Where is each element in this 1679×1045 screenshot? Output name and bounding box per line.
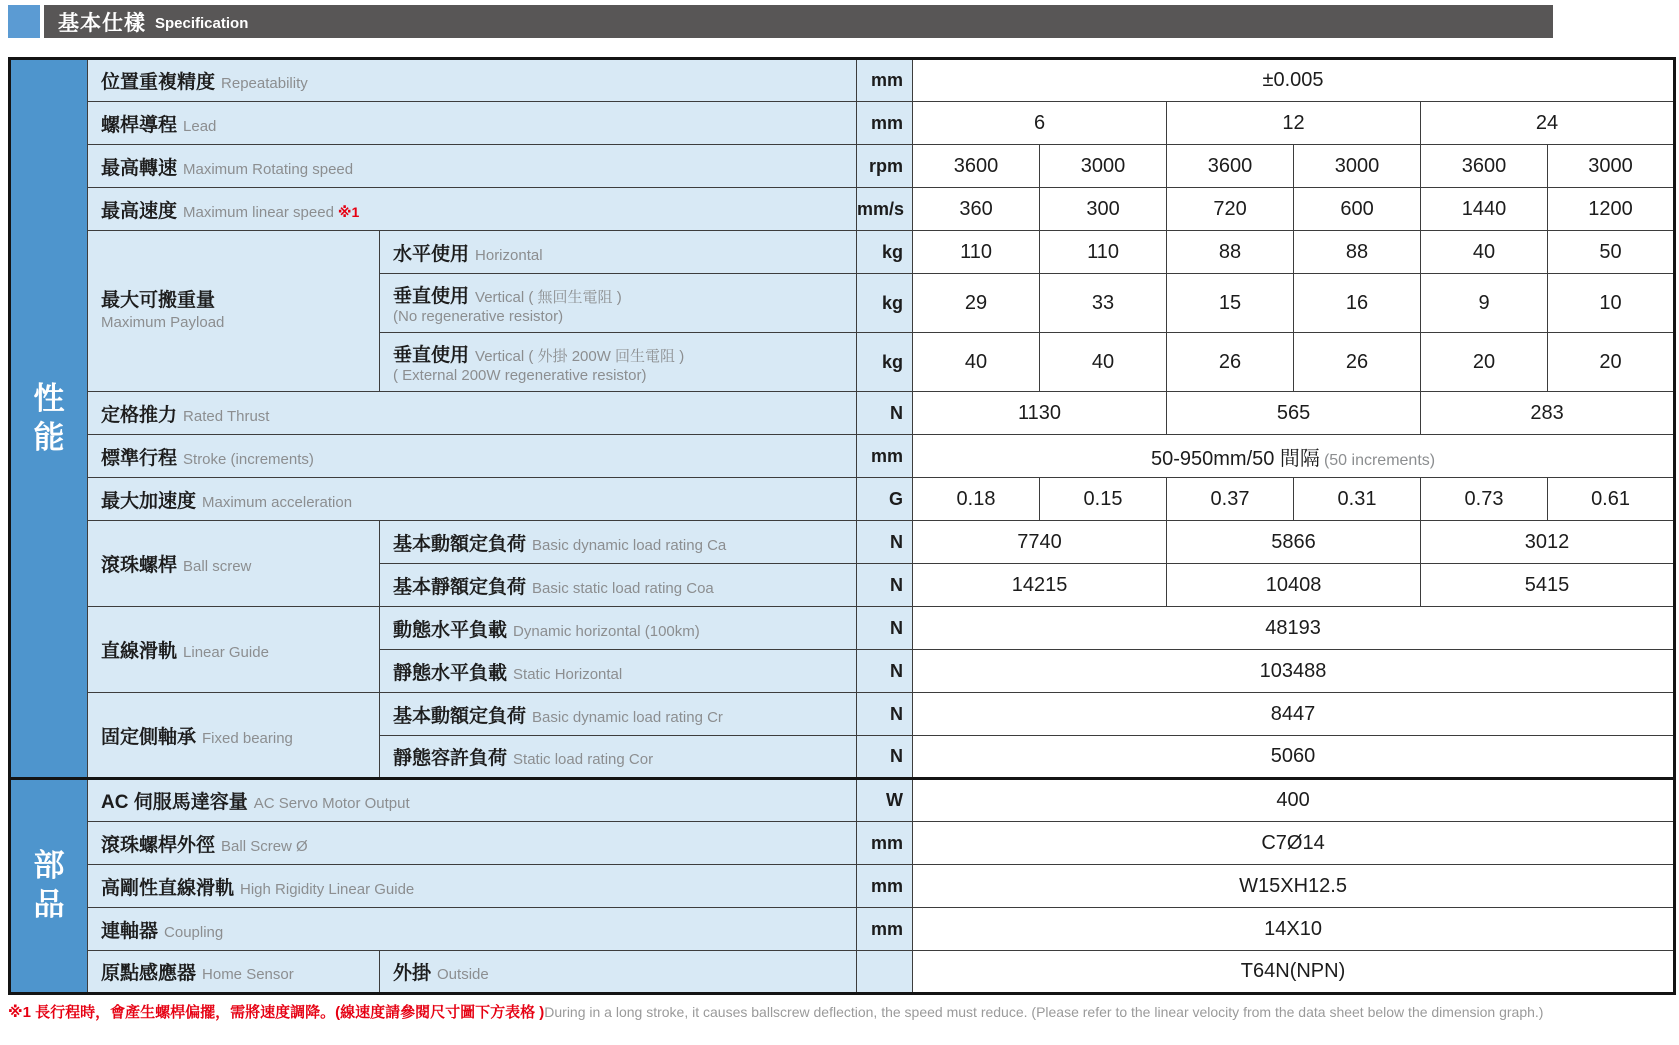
label-zh: 滾珠螺桿外徑 bbox=[101, 834, 216, 856]
unit-cell: mm bbox=[857, 908, 913, 951]
label-en: Stroke (increments) bbox=[183, 450, 314, 468]
value-cell: T64N(NPN) bbox=[913, 951, 1675, 994]
group-payload bbox=[88, 231, 380, 392]
row-rated-thrust bbox=[10, 392, 1675, 435]
label-en: AC Servo Motor Output bbox=[253, 795, 410, 812]
group-label-en: Maximum Payload bbox=[101, 314, 225, 332]
value-cell: 1130 bbox=[913, 392, 1167, 435]
sublabel-en: Vertical ( 無回生電阻 ) bbox=[475, 289, 622, 307]
row-stroke bbox=[10, 435, 1675, 478]
sublabel-zh: 垂直使用 bbox=[393, 286, 470, 308]
value-cell: 5866 bbox=[1167, 521, 1421, 564]
row-coupling bbox=[10, 908, 1675, 951]
sublabel-zh: 垂直使用 bbox=[393, 345, 470, 367]
unit-cell: mm/s bbox=[857, 188, 913, 231]
group-label-zh: 直線滑軌 bbox=[101, 641, 178, 662]
unit-cell: N bbox=[857, 650, 913, 693]
sublabel-linearguide-static bbox=[380, 650, 857, 693]
sublabel-en: Vertical ( 外掛 200W 回生電阻 ) bbox=[475, 348, 685, 366]
row-fixedbearing-dynamic bbox=[10, 693, 1675, 736]
value-cell: 26 bbox=[1294, 333, 1421, 392]
label-en: High Rigidity Linear Guide bbox=[240, 880, 415, 898]
unit-cell: kg bbox=[857, 274, 913, 333]
label-en: Ball Screw Ø bbox=[221, 837, 308, 855]
group-label-zh: 固定側軸承 bbox=[101, 726, 197, 748]
value-cell: 300 bbox=[1040, 188, 1167, 231]
label-lead bbox=[88, 102, 857, 145]
label-zh: 最高速度 bbox=[101, 200, 178, 222]
row-home-sensor bbox=[10, 951, 1675, 994]
value-cell: 3000 bbox=[1294, 145, 1421, 188]
label-home-sensor bbox=[88, 951, 380, 994]
label-ballscrew-diameter bbox=[88, 822, 857, 865]
value-cell: 283 bbox=[1421, 392, 1675, 435]
label-en: Lead bbox=[183, 117, 217, 135]
label-zh: 最大加速度 bbox=[101, 490, 197, 512]
value-cell: C7Ø14 bbox=[913, 822, 1675, 865]
sublabel-ballscrew-static bbox=[380, 564, 857, 607]
value-cell: 14215 bbox=[913, 564, 1167, 607]
value-cell: 3000 bbox=[1040, 145, 1167, 188]
label-zh: 標準行程 bbox=[101, 447, 178, 469]
value-cell: 0.61 bbox=[1548, 478, 1675, 521]
specification-table bbox=[8, 57, 1676, 995]
row-payload-horizontal bbox=[10, 231, 1675, 274]
value-cell: 110 bbox=[913, 231, 1040, 274]
value-cell: 40 bbox=[1040, 333, 1167, 392]
sublabel-fixedbearing-dynamic bbox=[380, 693, 857, 736]
section-parts bbox=[10, 779, 88, 994]
footnote-zh: ※1 長行程時，會產生螺桿偏擺，需將速度調降。(線速度請參閱尺寸圖下方表格 ) bbox=[8, 1004, 545, 1021]
group-label-en: Linear Guide bbox=[183, 644, 269, 661]
unit-cell: N bbox=[857, 607, 913, 650]
page-title-zh: 基本仕樣 bbox=[58, 11, 146, 35]
value-cell: 600 bbox=[1294, 188, 1421, 231]
unit-cell: kg bbox=[857, 333, 913, 392]
section-performance-label: 性能 bbox=[33, 380, 65, 455]
stroke-value: 50-950mm/50 間隔 bbox=[1150, 447, 1320, 470]
value-cell: 3600 bbox=[1421, 145, 1548, 188]
row-repeatability bbox=[10, 59, 1675, 102]
value-cell: 110 bbox=[1040, 231, 1167, 274]
value-cell: 12 bbox=[1167, 102, 1421, 145]
value-cell: 9 bbox=[1421, 274, 1548, 333]
sublabel-horizontal bbox=[380, 231, 857, 274]
sublabel-en: Basic static load rating Coa bbox=[532, 579, 714, 597]
sublabel-en: Static load rating Cor bbox=[513, 751, 654, 768]
unit-cell: N bbox=[857, 564, 913, 607]
group-fixed-bearing bbox=[88, 693, 380, 779]
label-en: Home Sensor bbox=[202, 966, 294, 983]
label-zh: 位置重複精度 bbox=[101, 72, 216, 93]
label-stroke bbox=[88, 435, 857, 478]
spec-header bbox=[8, 5, 1679, 38]
row-ballscrew-diameter bbox=[10, 822, 1675, 865]
sublabel-en: Basic dynamic load rating Ca bbox=[532, 536, 727, 554]
accent-square bbox=[8, 5, 40, 38]
unit-cell: N bbox=[857, 693, 913, 736]
row-lead bbox=[10, 102, 1675, 145]
row-servo-output bbox=[10, 779, 1675, 822]
value-cell: 3012 bbox=[1421, 521, 1675, 564]
value-cell: 0.31 bbox=[1294, 478, 1421, 521]
footnote bbox=[8, 1003, 1679, 1022]
sublabel-en-line2: (No regenerative resistor) bbox=[393, 308, 564, 326]
value-cell: 20 bbox=[1548, 333, 1675, 392]
section-parts-label: 部品 bbox=[33, 848, 65, 922]
value-cell: 24 bbox=[1421, 102, 1675, 145]
value-cell bbox=[913, 435, 1675, 478]
unit-cell: kg bbox=[857, 231, 913, 274]
value-cell: 3000 bbox=[1548, 145, 1675, 188]
unit-cell: N bbox=[857, 521, 913, 564]
label-acceleration bbox=[88, 478, 857, 521]
sublabel-en: Basic dynamic load rating Cr bbox=[532, 708, 723, 726]
unit-cell: mm bbox=[857, 435, 913, 478]
value-cell: 88 bbox=[1167, 231, 1294, 274]
value-cell: 5060 bbox=[913, 736, 1675, 779]
label-rigidity-guide bbox=[88, 865, 857, 908]
value-cell: 103488 bbox=[913, 650, 1675, 693]
label-en: Maximum linear speed bbox=[183, 203, 334, 221]
value-cell: 5415 bbox=[1421, 564, 1675, 607]
label-zh: AC 伺服馬達容量 bbox=[101, 792, 248, 813]
unit-cell: mm bbox=[857, 865, 913, 908]
unit-cell: N bbox=[857, 392, 913, 435]
group-ball-screw bbox=[88, 521, 380, 607]
label-zh: 高剛性直線滑軌 bbox=[101, 877, 235, 899]
sublabel-en: Static Horizontal bbox=[513, 665, 623, 683]
label-zh: 螺桿導程 bbox=[101, 114, 178, 136]
value-cell: W15XH12.5 bbox=[913, 865, 1675, 908]
sublabel-zh: 基本靜額定負荷 bbox=[393, 576, 527, 598]
label-linear-speed bbox=[88, 188, 857, 231]
sublabel-vertical-noregen bbox=[380, 274, 857, 333]
value-cell: 40 bbox=[913, 333, 1040, 392]
group-label-en: Fixed bearing bbox=[202, 729, 293, 747]
value-cell: 0.15 bbox=[1040, 478, 1167, 521]
sublabel-vertical-extregen bbox=[380, 333, 857, 392]
label-rotating-speed bbox=[88, 145, 857, 188]
value-cell: 360 bbox=[913, 188, 1040, 231]
label-servo-output bbox=[88, 779, 857, 822]
value-cell: 0.18 bbox=[913, 478, 1040, 521]
row-rotating-speed bbox=[10, 145, 1675, 188]
label-en: Coupling bbox=[164, 923, 224, 941]
header-bar bbox=[44, 5, 1553, 38]
sublabel-zh: 靜態水平負載 bbox=[393, 662, 508, 684]
sublabel-zh: 外掛 bbox=[393, 963, 432, 984]
label-repeatability bbox=[88, 59, 857, 102]
unit-cell: W bbox=[857, 779, 913, 822]
stroke-value-sub: (50 increments) bbox=[1323, 451, 1436, 469]
label-en: Rated Thrust bbox=[183, 407, 270, 425]
value-cell: 6 bbox=[913, 102, 1167, 145]
group-label-en: Ball screw bbox=[183, 558, 252, 575]
group-label-zh: 滾珠螺桿 bbox=[101, 555, 178, 576]
sublabel-ballscrew-dynamic bbox=[380, 521, 857, 564]
sublabel-en-line2: ( External 200W regenerative resistor) bbox=[393, 367, 647, 385]
row-acceleration bbox=[10, 478, 1675, 521]
value-cell: 3600 bbox=[913, 145, 1040, 188]
group-label-zh: 最大可搬重量 bbox=[101, 289, 216, 311]
label-zh: 定格推力 bbox=[101, 404, 178, 426]
section-performance bbox=[10, 59, 88, 779]
value-cell: 48193 bbox=[913, 607, 1675, 650]
value-cell: 565 bbox=[1167, 392, 1421, 435]
value-cell: 1200 bbox=[1548, 188, 1675, 231]
sublabel-zh: 靜態容許負荷 bbox=[393, 748, 508, 769]
unit-cell: mm bbox=[857, 822, 913, 865]
value-cell: 16 bbox=[1294, 274, 1421, 333]
row-ballscrew-dynamic bbox=[10, 521, 1675, 564]
unit-cell: N bbox=[857, 736, 913, 779]
value-cell: 7740 bbox=[913, 521, 1167, 564]
sublabel-en: Dynamic horizontal (100km) bbox=[513, 622, 700, 640]
footnote-en: During in a long stroke, it causes ballscrew deflection, the speed must reduce. (Please refer to the linear velocity from the data sheet below the dimension graph.) bbox=[544, 1004, 1544, 1020]
value-cell: 29 bbox=[913, 274, 1040, 333]
unit-cell: mm bbox=[857, 102, 913, 145]
sublabel-zh: 動態水平負載 bbox=[393, 619, 508, 641]
unit-cell bbox=[857, 951, 913, 994]
sublabel-fixedbearing-static bbox=[380, 736, 857, 779]
sublabel-home-sensor bbox=[380, 951, 857, 994]
footnote-ref: ※1 bbox=[337, 203, 360, 220]
value-cell: 400 bbox=[913, 779, 1675, 822]
row-linearguide-dynamic bbox=[10, 607, 1675, 650]
unit-cell: mm bbox=[857, 59, 913, 102]
value-cell: 1440 bbox=[1421, 188, 1548, 231]
sublabel-en: Outside bbox=[437, 966, 489, 983]
label-en: Maximum Rotating speed bbox=[183, 160, 354, 178]
value-cell: 88 bbox=[1294, 231, 1421, 274]
row-rigidity-guide bbox=[10, 865, 1675, 908]
value-cell: 50 bbox=[1548, 231, 1675, 274]
label-en: Maximum acceleration bbox=[202, 493, 353, 511]
value-cell: ±0.005 bbox=[913, 59, 1675, 102]
value-cell: 0.37 bbox=[1167, 478, 1294, 521]
value-cell: 14X10 bbox=[913, 908, 1675, 951]
value-cell: 20 bbox=[1421, 333, 1548, 392]
sublabel-linearguide-dynamic bbox=[380, 607, 857, 650]
label-zh: 原點感應器 bbox=[101, 963, 197, 984]
value-cell: 8447 bbox=[913, 693, 1675, 736]
label-en: Repeatability bbox=[221, 75, 308, 92]
value-cell: 26 bbox=[1167, 333, 1294, 392]
unit-cell: rpm bbox=[857, 145, 913, 188]
label-zh: 連軸器 bbox=[101, 920, 159, 942]
value-cell: 33 bbox=[1040, 274, 1167, 333]
value-cell: 0.73 bbox=[1421, 478, 1548, 521]
value-cell: 10408 bbox=[1167, 564, 1421, 607]
value-cell: 40 bbox=[1421, 231, 1548, 274]
page-title-en: Specification bbox=[155, 14, 249, 32]
value-cell: 10 bbox=[1548, 274, 1675, 333]
sublabel-en: Horizontal bbox=[475, 246, 543, 264]
label-rated-thrust bbox=[88, 392, 857, 435]
unit-cell: G bbox=[857, 478, 913, 521]
label-zh: 最高轉速 bbox=[101, 157, 178, 179]
group-linear-guide bbox=[88, 607, 380, 693]
sublabel-zh: 水平使用 bbox=[393, 243, 470, 265]
sublabel-zh: 基本動額定負荷 bbox=[393, 533, 527, 555]
label-coupling bbox=[88, 908, 857, 951]
value-cell: 720 bbox=[1167, 188, 1294, 231]
value-cell: 3600 bbox=[1167, 145, 1294, 188]
row-linear-speed bbox=[10, 188, 1675, 231]
value-cell: 15 bbox=[1167, 274, 1294, 333]
sublabel-zh: 基本動額定負荷 bbox=[393, 705, 527, 727]
